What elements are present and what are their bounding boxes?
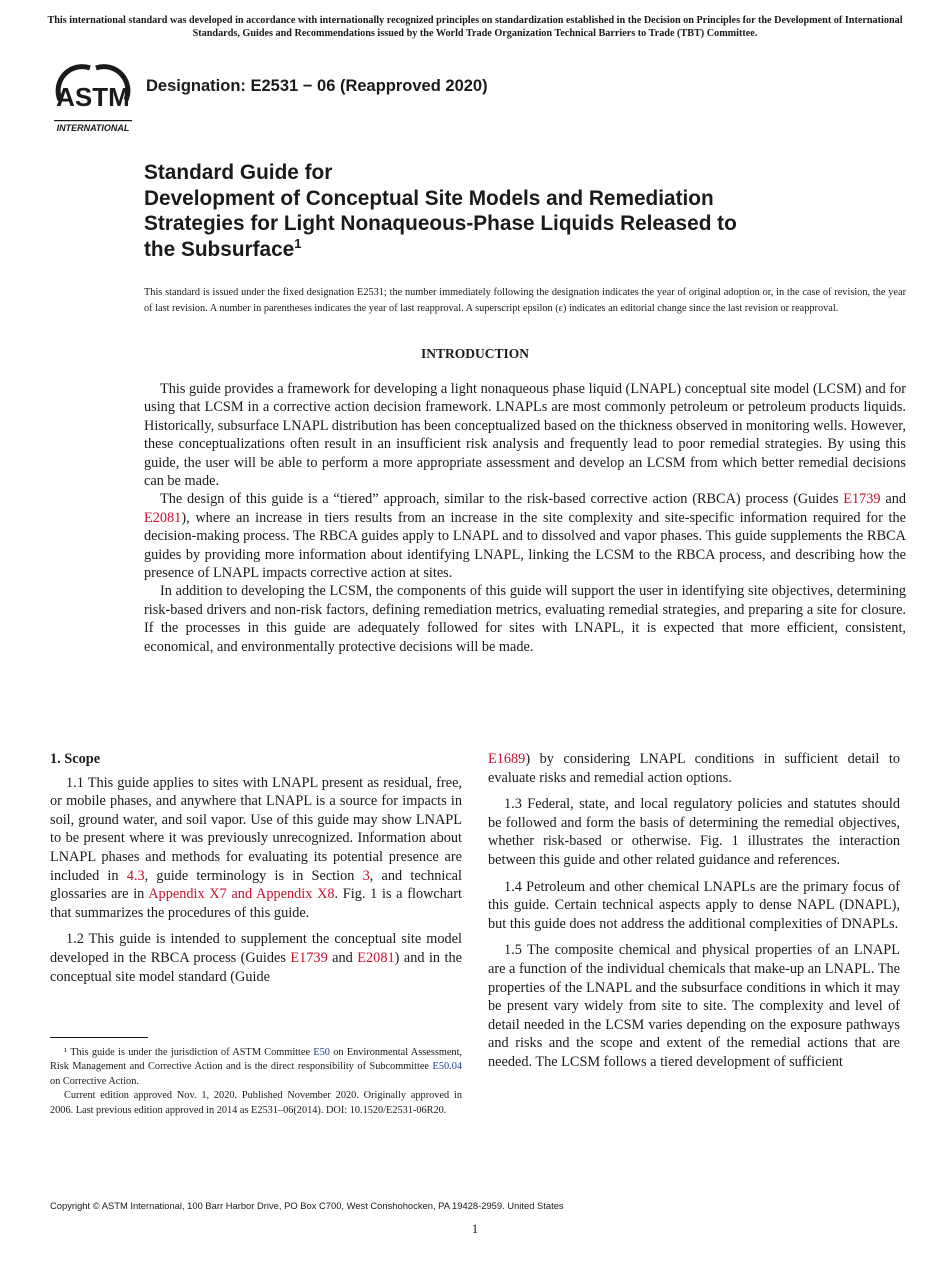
issuance-statement: This standard is issued under the fixed designation E2531; the number immediately following the designation indicates the year of original adoption or, in the case of revision, the year of last revision. A number in parentheses indicates the year of last reapproval. A superscript epsilon (ε) indicates an editorial change since the last revision or reapproval. — [144, 287, 906, 314]
introduction-body — [144, 380, 906, 656]
document-title — [144, 160, 844, 262]
wto-tbt-notice: This international standard was developed in accordance with internationally recognized principles on standardization established in the Decision on Principles for the Development of International Standards, Guides and Recommendations issued by the World Trade Organization Technical Barriers to Trade (TBT) Committee. — [47, 15, 903, 39]
section-heading-scope: 1. Scope — [50, 751, 101, 767]
ref-link-appendices[interactable]: Appendix X7 and Appendix X8 — [148, 886, 335, 903]
ref-link-4-3[interactable]: 4.3 — [126, 867, 145, 884]
introduction-heading: INTRODUCTION — [420, 346, 529, 361]
svg-text:ASTM: ASTM — [56, 82, 130, 112]
ref-link-e2081[interactable]: E2081 — [144, 509, 182, 526]
intro-paragraph-3: In addition to developing the LCSM, the components of this guide will support the user in identifying site objectives, determining risk-based drivers and non-risk factors, defining remediation metrics, evaluating remedial strategies, and preparing a site for closure. If the processes in this guide are adequately followed for sites with LNAPL, it is expected that more efficient, consistent, economical, and environmentally protective decisions will be made. — [144, 583, 906, 655]
page-number: 1 — [471, 1221, 479, 1236]
title-line-1: Standard Guide for — [144, 161, 333, 184]
footnote-divider — [50, 1037, 148, 1038]
paragraph-1-3: 1.3 Federal, state, and local regulatory policies and statutes should be followed and form the basis of determining the remedial objectives, whether risk-based or otherwise. Fig. 1 illustrates the interaction between this guide and other related guidance and references. — [488, 796, 900, 868]
copyright-notice: Copyright © ASTM International, 100 Barr Harbor Drive, PO Box C700, West Conshohocken, PA 19428-2959. United States — [50, 1200, 564, 1211]
svg-text:INTERNATIONAL: INTERNATIONAL — [56, 123, 130, 133]
title-line-2: Development of Conceptual Site Models and Remediation — [144, 186, 714, 210]
left-column — [50, 750, 462, 994]
paragraph-1-2: 1.2 This guide is intended to supplement the conceptual site model developed in the RBCA process (Guides E1739 and E2081) and in the conceptual site model standard (Guide — [50, 931, 462, 985]
paragraph-1-5: 1.5 The composite chemical and physical properties of an LNAPL are a function of the individual chemicals that make-up an LNAPL. The properties of the LNAPL and the subsurface conditions in which it may be present vary widely from site to site. The complexity and level of detail needed in the LCSM varies depending on the exposure pathways and risks and the scope and extent of the remedial actions that are needed. The LCSM follows a tiered development of sufficient — [488, 942, 900, 1070]
astm-logo — [52, 60, 134, 134]
link-committee-e50[interactable]: E50 — [313, 1047, 330, 1058]
ref-link-e1739-scope[interactable]: E1739 — [290, 949, 328, 966]
designation: Designation: E2531 − 06 (Reapproved 2020) — [146, 77, 488, 95]
footnotes — [50, 1046, 462, 1118]
paragraph-1-2-continued: E1689) by considering LNAPL conditions in sufficient detail to evaluate risks and remedial action options. — [488, 751, 900, 786]
title-footnote-mark: 1 — [294, 235, 302, 251]
ref-link-e2081-scope[interactable]: E2081 — [357, 949, 395, 966]
ref-link-e1739[interactable]: E1739 — [843, 491, 881, 508]
footnote-1: ¹ This guide is under the jurisdiction of ASTM Committee E50 on Environmental Assessment, Risk Management and Corrective Action and is the direct responsibility of Subcommittee E50.04 on Corrective Action. — [50, 1047, 463, 1087]
title-line-3: Strategies for Light Nonaqueous-Phase Liquids Released to — [144, 212, 737, 235]
intro-paragraph-1: This guide provides a framework for developing a light nonaqueous phase liquid (LNAPL) conceptual site model (LCSM) and for using that LCSM in a corrective action decision framework. LNAPLs are most commonly petroleum or petroleum products liquids. Historically, subsurface LNAPL distribution has been conceptualized based on the thickness observed in monitoring wells. However, these conceptualizations often result in an insufficient risk analysis and frequently lead to poor remedial strategies. By using this guide, the user will be able to perform a more appropriate assessment and develop an LCSM from which better remedial decisions can be made. — [144, 381, 906, 490]
link-subcommittee-e50-04[interactable]: E50.04 — [432, 1061, 462, 1073]
right-column — [488, 750, 900, 1080]
title-line-4: the Subsurface$^1$ — [144, 235, 302, 261]
intro-paragraph-2: The design of this guide is a “tiered” approach, similar to the risk-based corrective action (RBCA) process (Guides E1739 and E2081), where an increase in tiers results from an increase in the site complexity and site-specific information required for the decision-making process. The RBCA guides apply to LNAPL and to dissolved and vapor phases. This guide supplements the RBCA guides by providing more information about identifying LNAPL, linking the LCSM to the RBCA process, and describing how the presence of LNAPL impacts corrective action at sites. — [144, 491, 906, 582]
ref-link-section-3[interactable]: 3 — [362, 867, 370, 884]
ref-link-e1689[interactable]: E1689 — [488, 751, 526, 767]
paragraph-1-1: 1.1 This guide applies to sites with LNAPL present as residual, free, or mobile phases, and anywhere that LNAPL is a source for impacts in soil, ground water, and soil vapor. Use of this guide may show LNAPL to be present where it was previously unrecognized. Information about LNAPL phases and methods for evaluating its potential presence are included in 4.3, guide terminology is in Section 3, and technical glossaries are in Appendix X7 and Appendix X8. Fig. 1 is a flowchart that summarizes the procedures of this guide. — [50, 774, 462, 921]
paragraph-1-4: 1.4 Petroleum and other chemical LNAPLs are the primary focus of this guide. Certain technical aspects apply to dense NAPL (DNAPL), but this guide does not address the additional complexities of DNAPLs. — [488, 878, 900, 932]
footnote-edition: Current edition approved Nov. 1, 2020. Published November 2020. Originally approved in 2006. Last previous edition approved in 2014 as E2531–06(2014). DOI: 10.1520/E2531-06R20. — [50, 1090, 462, 1116]
